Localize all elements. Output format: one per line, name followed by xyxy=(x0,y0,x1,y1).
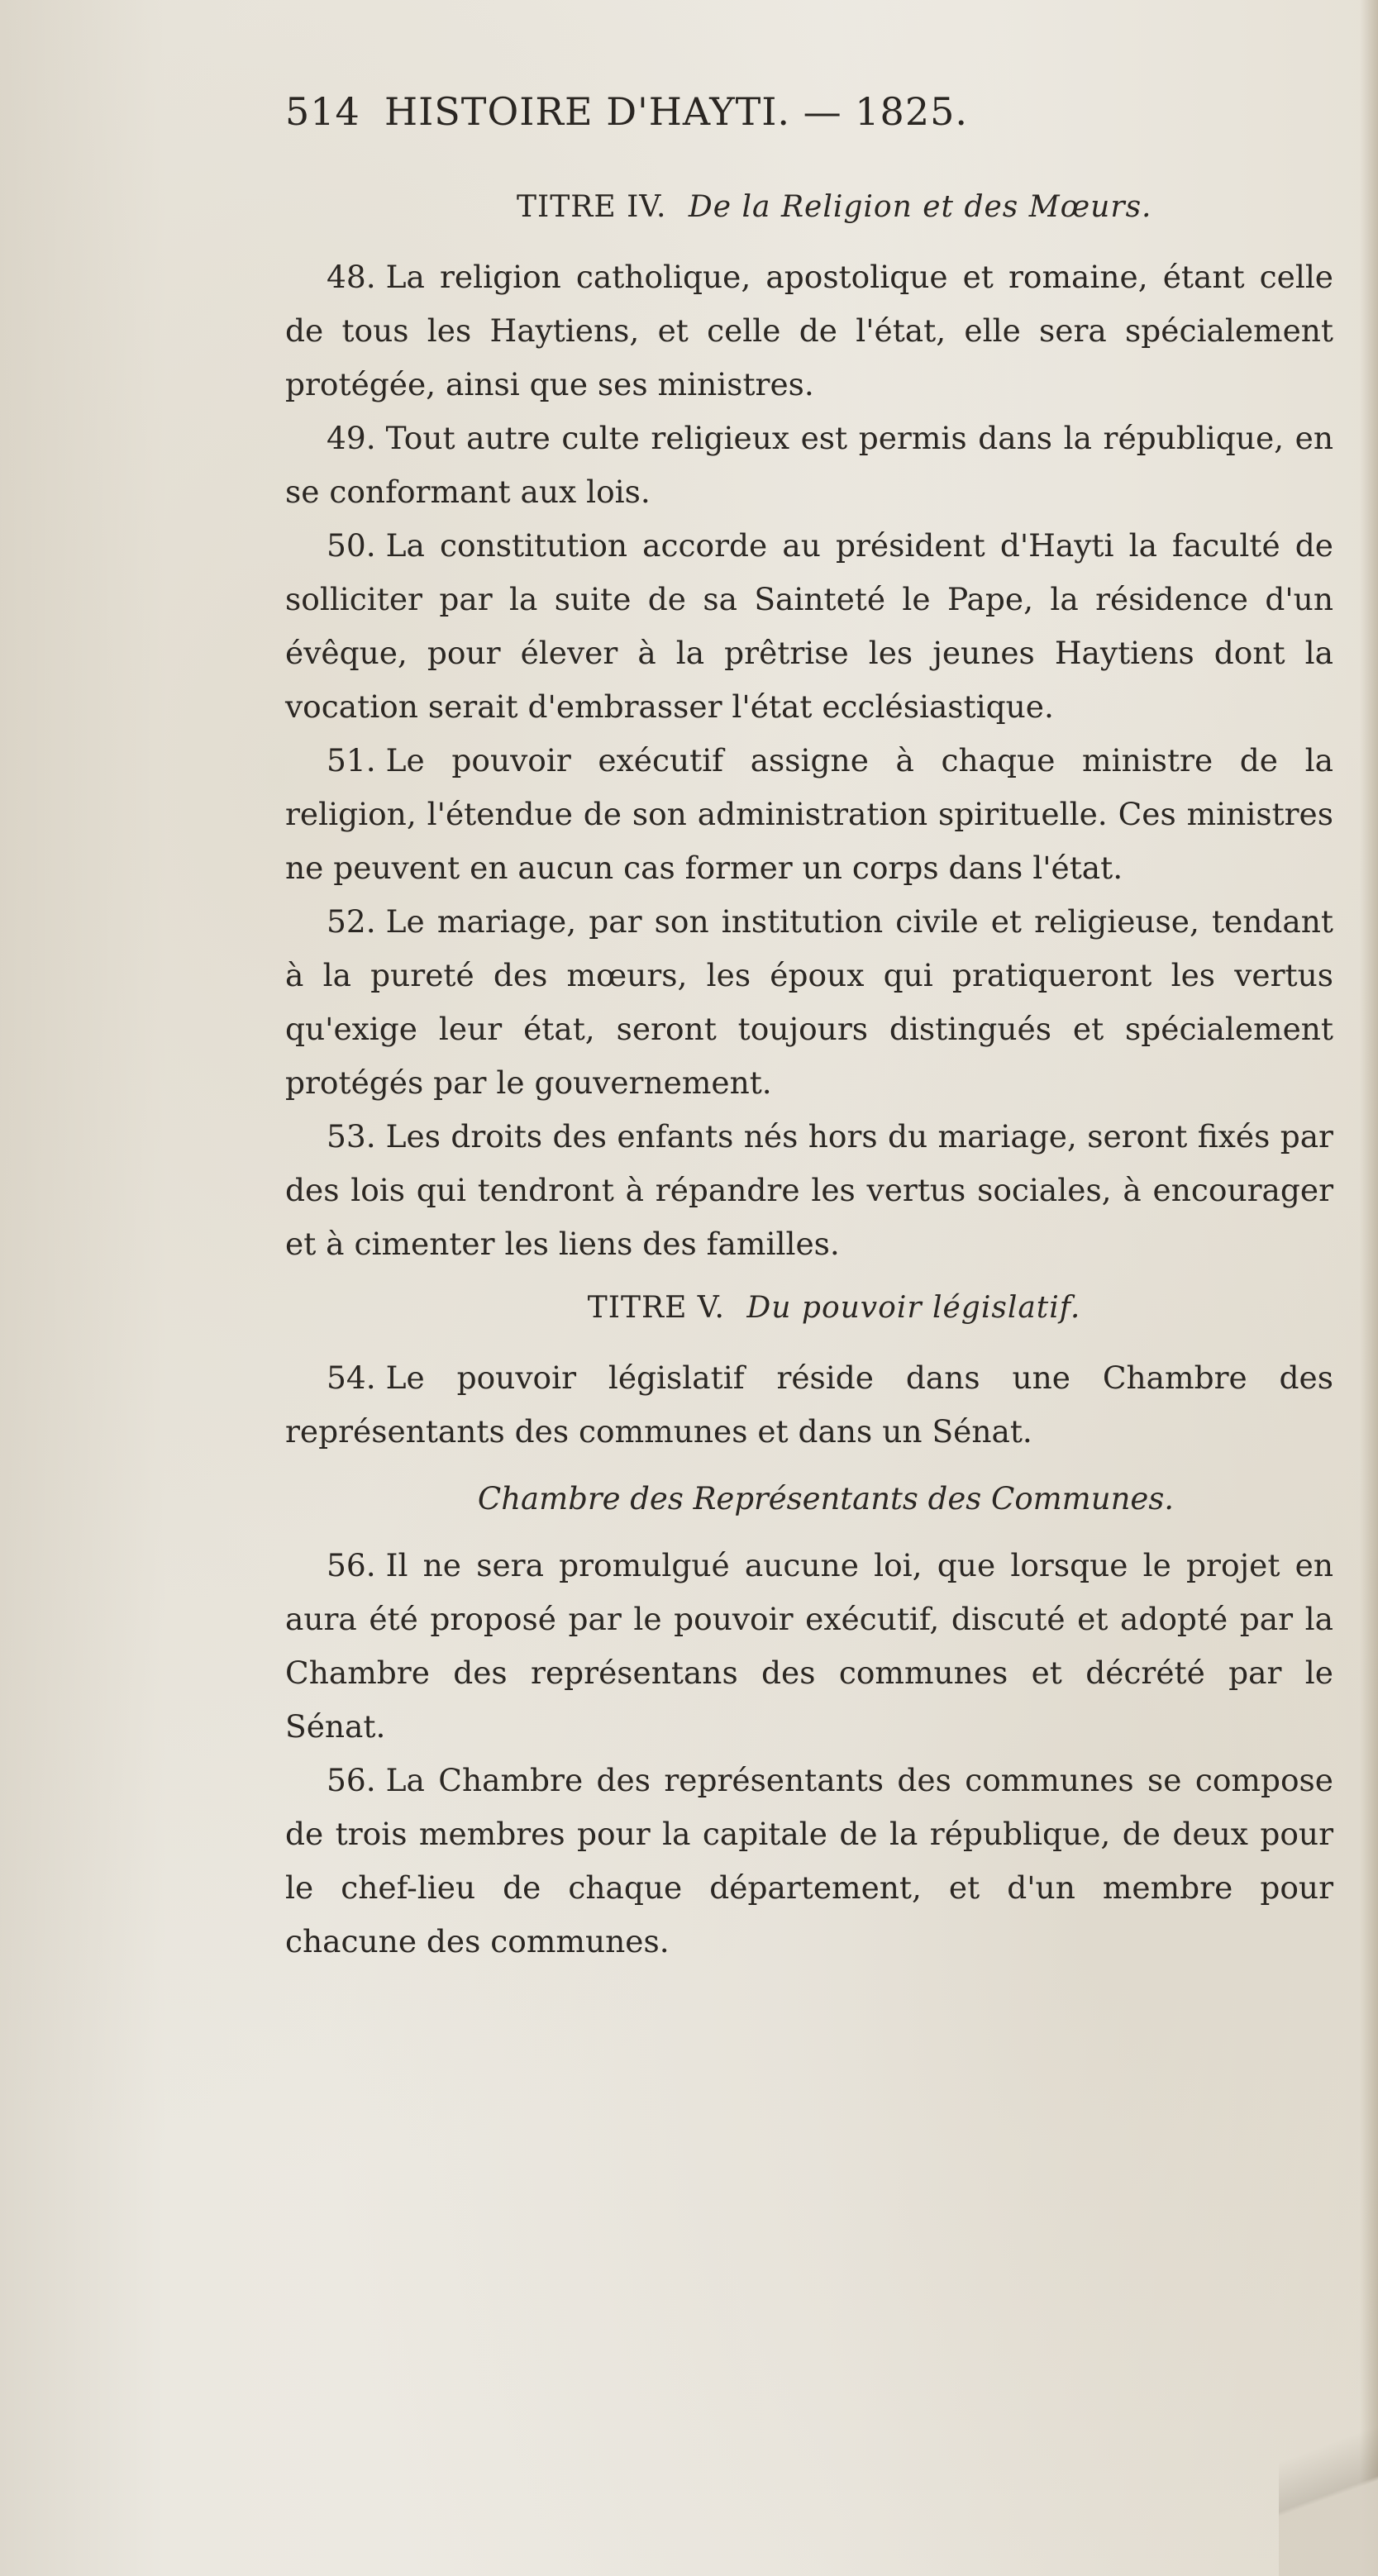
article-52 xyxy=(285,895,1333,1110)
article-53 xyxy=(285,1110,1333,1271)
articles-title-v xyxy=(285,1351,1333,1459)
title-v-heading xyxy=(285,1281,1333,1335)
article-number: 53. xyxy=(327,1118,376,1155)
title-v-subject: Du pouvoir législatif. xyxy=(746,1291,1081,1325)
article-49 xyxy=(285,412,1333,519)
article-text: Tout autre culte religieux est permis dans la république, en se conformant aux lois. xyxy=(285,420,1333,510)
article-text: Les droits des enfants nés hors du mariage, seront fixés par des lois qui tendront à répandre les vertus sociales, à encourager et à cimenter les liens des familles. xyxy=(285,1118,1333,1262)
article-number: 48. xyxy=(327,259,376,295)
article-56-second xyxy=(285,1754,1333,1969)
article-number: 54. xyxy=(327,1359,376,1396)
title-iv-subject: De la Religion et des Mœurs. xyxy=(688,190,1152,224)
article-text: Le pouvoir législatif réside dans une Chambre des représentants des communes et dans un Sénat. xyxy=(285,1359,1333,1450)
article-number: 56. xyxy=(327,1547,376,1583)
article-number: 50. xyxy=(327,527,376,564)
article-text: Le pouvoir exécutif assigne à chaque ministre de la religion, l'étendue de son administration spirituelle. Ces ministres ne peuvent en aucun cas former un corps dans l'état. xyxy=(285,742,1333,886)
article-54 xyxy=(285,1351,1333,1459)
section-heading-chambre: Chambre des Représentants des Communes. xyxy=(477,1481,1175,1517)
title-v-label: TITRE V. xyxy=(587,1291,725,1325)
articles-title-iv xyxy=(285,250,1333,1271)
folded-corner xyxy=(1279,2361,1378,2576)
page-body xyxy=(285,180,1333,1969)
running-title: HISTOIRE D'HAYTI. — 1825. xyxy=(384,89,968,134)
article-50 xyxy=(285,519,1333,734)
article-56-first xyxy=(285,1539,1333,1754)
articles-chambre xyxy=(285,1539,1333,1969)
article-text: La religion catholique, apostolique et romaine, étant celle de tous les Haytiens, et celle de l'état, elle sera spécialement protégée, ainsi que ses ministres. xyxy=(285,259,1333,402)
article-51 xyxy=(285,734,1333,895)
article-number: 49. xyxy=(327,420,376,456)
page-number: 514 xyxy=(285,89,360,134)
article-number: 52. xyxy=(327,903,376,940)
article-text: La Chambre des représentants des communes se compose de trois membres pour la capitale de la république, de deux pour le chef-lieu de chaque département, et d'un membre pour chacune des communes. xyxy=(285,1762,1333,1959)
article-48 xyxy=(285,250,1333,412)
title-iv-label: TITRE IV. xyxy=(517,190,667,224)
article-text: Le mariage, par son institution civile et religieuse, tendant à la pureté des mœurs, les époux qui pratiqueront les vertus qu'exige leur état, seront toujours distingués et spécialement protégés par le gouvernement. xyxy=(285,903,1333,1101)
article-number: 51. xyxy=(327,742,376,779)
title-iv-heading xyxy=(459,180,1333,234)
running-header xyxy=(285,89,1170,134)
article-text: Il ne sera promulgué aucune loi, que lorsque le projet en aura été proposé par le pouvoir exécutif, discuté et adopté par la Chambre des représentans des communes et décrété par le Sénat. xyxy=(285,1547,1333,1745)
article-number: 56. xyxy=(327,1762,376,1798)
page-edge-shadow xyxy=(1360,0,1378,2576)
article-text: La constitution accorde au président d'Hayti la faculté de solliciter par la suite de sa Sainteté le Pape, la résidence d'un évêque, pour élever à la prêtrise les jeunes Haytiens dont la vocation serait d'embrasser l'état ecclésiastique. xyxy=(285,527,1333,725)
